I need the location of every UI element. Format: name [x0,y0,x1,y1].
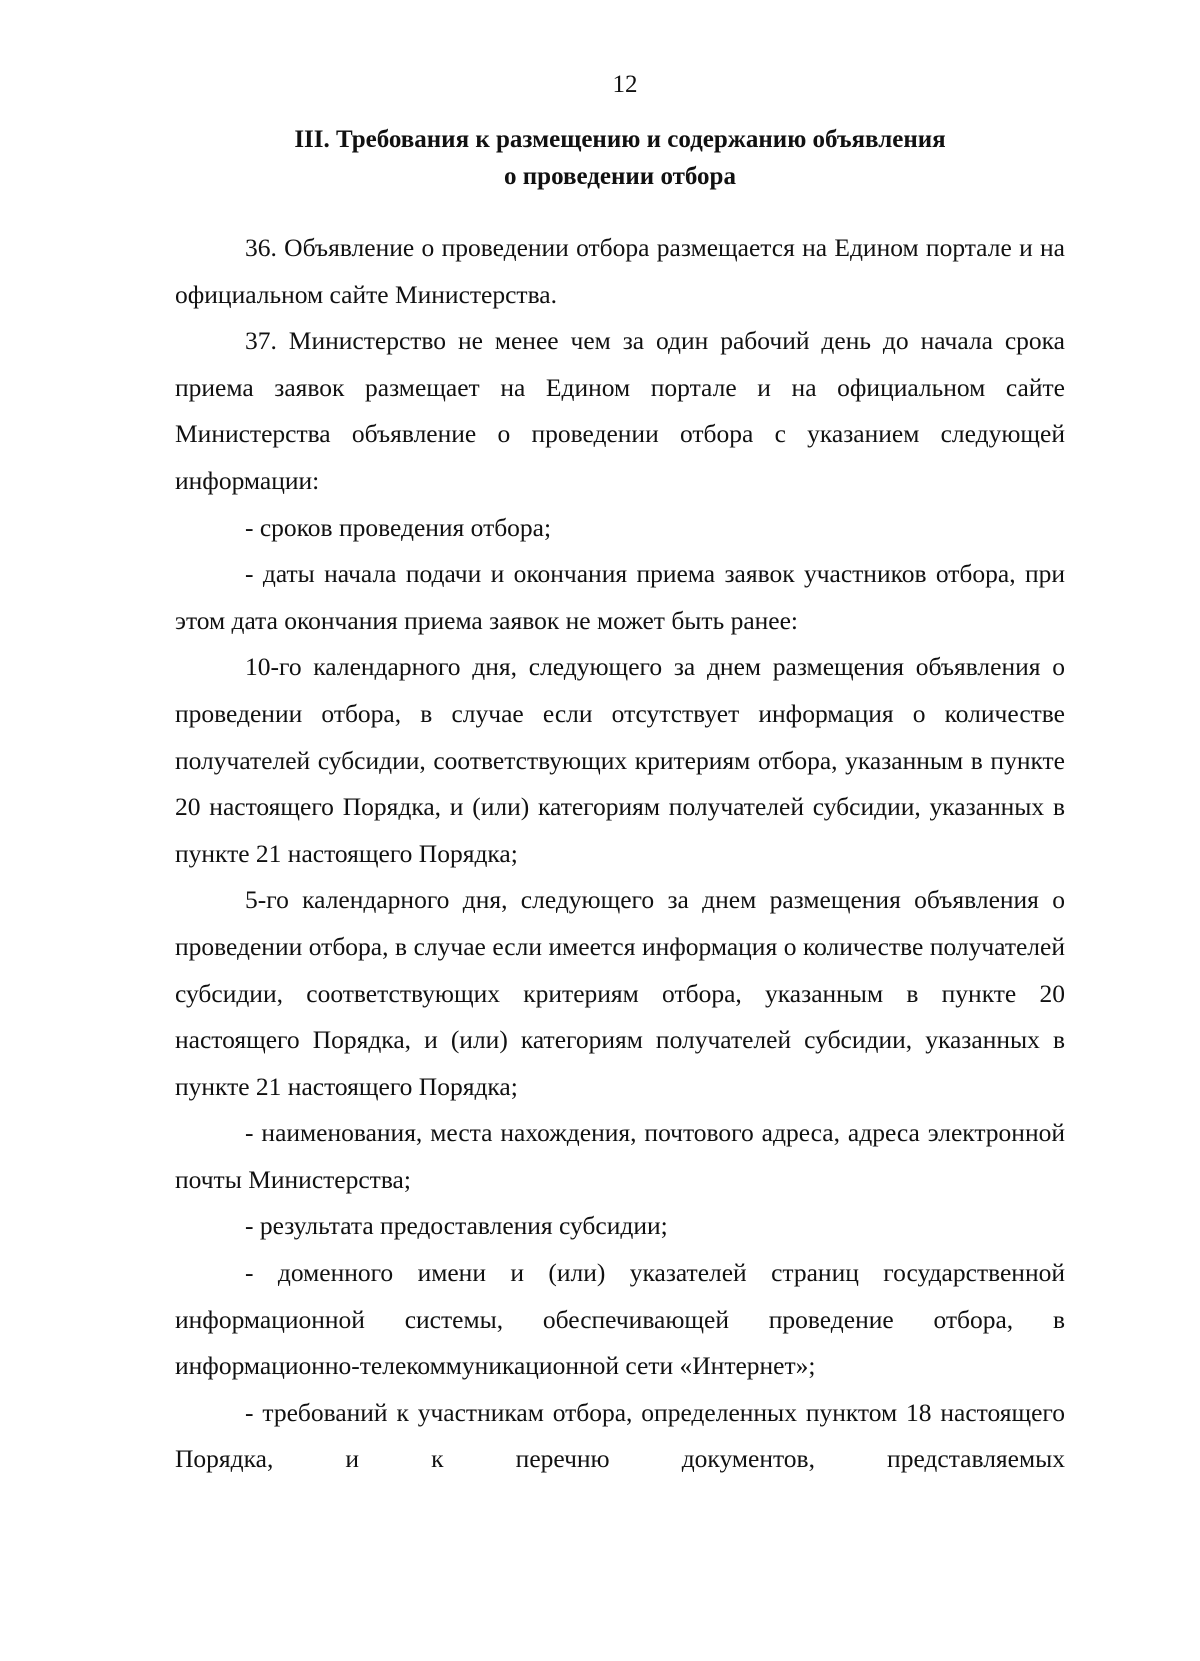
list-item-name-address: - наименования, места нахождения, почтового адреса, адреса электронной почты Министерства; [175,1118,1065,1194]
list-item-result: - результата предоставления субсидии; [245,1211,668,1241]
list-item-dates: - даты начала подачи и окончания приема заявок участников отбора, при этом дата окончания приема заявок не может быть ранее: [175,559,1065,635]
list-item-deadlines: - сроков проведения отбора; [245,512,552,542]
page-number: 12 [612,71,638,98]
list-item-domain: - доменного имени и (или) указателей страниц государственной информационной системы, обеспечивающей проведение отбора, в информационно-телекоммуникационной сети «Интернет»; [175,1258,1065,1381]
document-body [175,225,1065,1483]
list-item-requirements: - требований к участникам отбора, определенных пунктом 18 настоящего Порядка, и к перечню документов, представляемых [175,1397,1065,1474]
sub-item-5th-day: 5-го календарного дня, следующего за днем размещения объявления о проведении отбора, в случае если имеется информация о количестве получателей субсидии, соответствующих критериям отбора, указанным в пункте 20 настоящего Порядка, и (или) категориям получателей субсидии, указанных в пункте 21 настоящего Порядка; [175,885,1065,1101]
sub-item-10th-day: 10-го календарного дня, следующего за днем размещения объявления о проведении отбора, в случае если отсутствует информация о количестве получателей субсидии, соответствующих критериям отбора, указанным в пункте 20 настоящего Порядка, и (или) категориям получателей субсидии, указанных в пункте 21 настоящего Порядка; [175,652,1065,868]
section-heading-line-1: III. Требования к размещению и содержанию объявления [294,126,946,153]
paragraph-36: 36. Объявление о проведении отбора размещается на Едином портале и на официальном сайте Министерства. [175,233,1065,309]
section-heading-line-2: о проведении отбора [504,163,736,190]
section-heading [175,121,1065,195]
paragraph-37: 37. Министерство не менее чем за один рабочий день до начала срока приема заявок размещает на Едином портале и на официальном сайте Министерства объявление о проведении отбора с указанием следующей информации: [175,326,1065,495]
